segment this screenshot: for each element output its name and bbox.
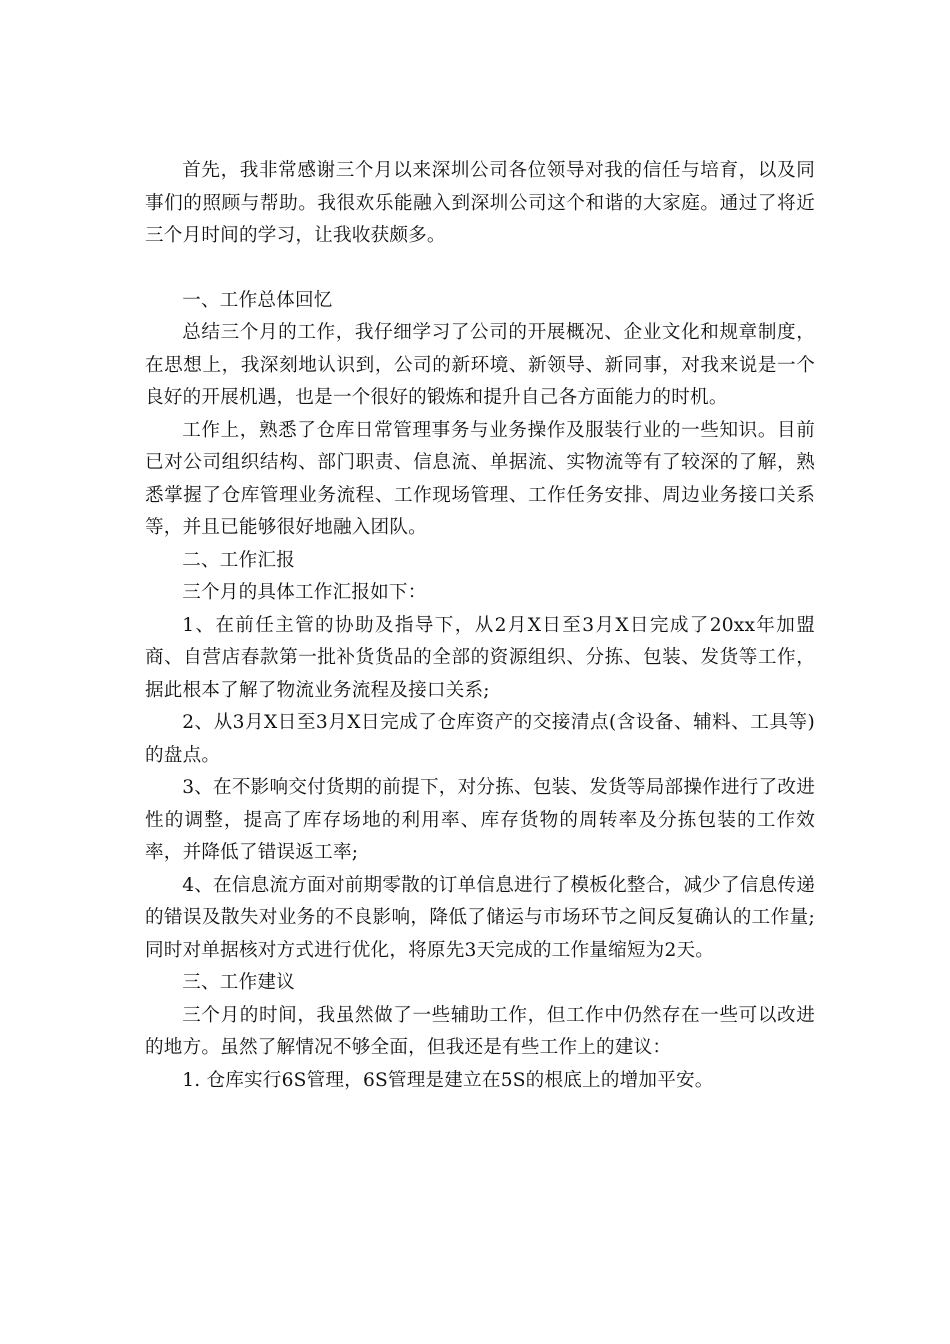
report-item-4: 4、在信息流方面对前期零散的订单信息进行了模板化整合，减少了信息传递的错误及散失对业务的不良影响，降低了储运与市场环节之间反复确认的工作量;同时对单据核对方式进行优化，将原先3天完成的工作量缩短为2天。 — [145, 874, 815, 961]
report-item-3: 3、在不影响交付货期的前提下，对分拣、包装、发货等局部操作进行了改进性的调整，提高了库存场地的利用率、库存货物的周转率及分拣包装的工作效率，并降低了错误返工率; — [145, 777, 815, 863]
section-heading-report: 二、工作汇报 — [182, 549, 295, 571]
paragraph-gap — [145, 253, 815, 285]
document-body — [145, 155, 815, 1097]
overview-paragraph-2: 工作上，熟悉了仓库日常管理事务与业务操作及服装行业的一些知识。目前已对公司组织结构、部门职责、信息流、单据流、实物流等有了较深的了解，熟悉掌握了仓库管理业务流程、工作现场管理、工作任务安排、周边业务接口关系等，并且已能够很好地融入团队。 — [145, 419, 815, 538]
section-heading-overview: 一、工作总体回忆 — [182, 289, 333, 311]
report-item-2: 2、从3月X日至3月X日完成了仓库资产的交接清点(含设备、辅料、工具等)的盘点。 — [145, 712, 815, 766]
suggestion-item-1: 1. 仓库实行6S管理，6S管理是建立在5S的根底上的增加平安。 — [182, 1069, 714, 1091]
intro-paragraph: 首先，我非常感谢三个月以来深圳公司各位领导对我的信任与培育，以及同事们的照顾与帮助。我很欢乐能融入到深圳公司这个和谐的大家庭。通过了将近三个月时间的学习，让我收获颇多。 — [145, 160, 815, 246]
section-heading-suggestions: 三、工作建议 — [182, 972, 295, 993]
overview-paragraph-1: 总结三个月的工作，我仔细学习了公司的开展概况、企业文化和规章制度，在思想上，我深刻地认识到，公司的新环境、新领导、新同事，对我来说是一个良好的开展机遇，也是一个很好的锻炼和提升自己各方面能力的时机。 — [145, 322, 815, 408]
suggestions-intro: 三个月的时间，我虽然做了一些辅助工作，但工作中仍然存在一些可以改进的地方。虽然了解情况不够全面，但我还是有些工作上的建议： — [145, 1004, 815, 1058]
report-item-1: 1、在前任主管的协助及指导下，从2月X日至3月X日完成了20xx年加盟商、自营店春款第一批补货货品的全部的资源组织、分拣、包装、发货等工作，据此根本了解了物流业务流程及接口关系; — [145, 614, 815, 701]
report-intro: 三个月的具体工作汇报如下： — [182, 582, 427, 603]
